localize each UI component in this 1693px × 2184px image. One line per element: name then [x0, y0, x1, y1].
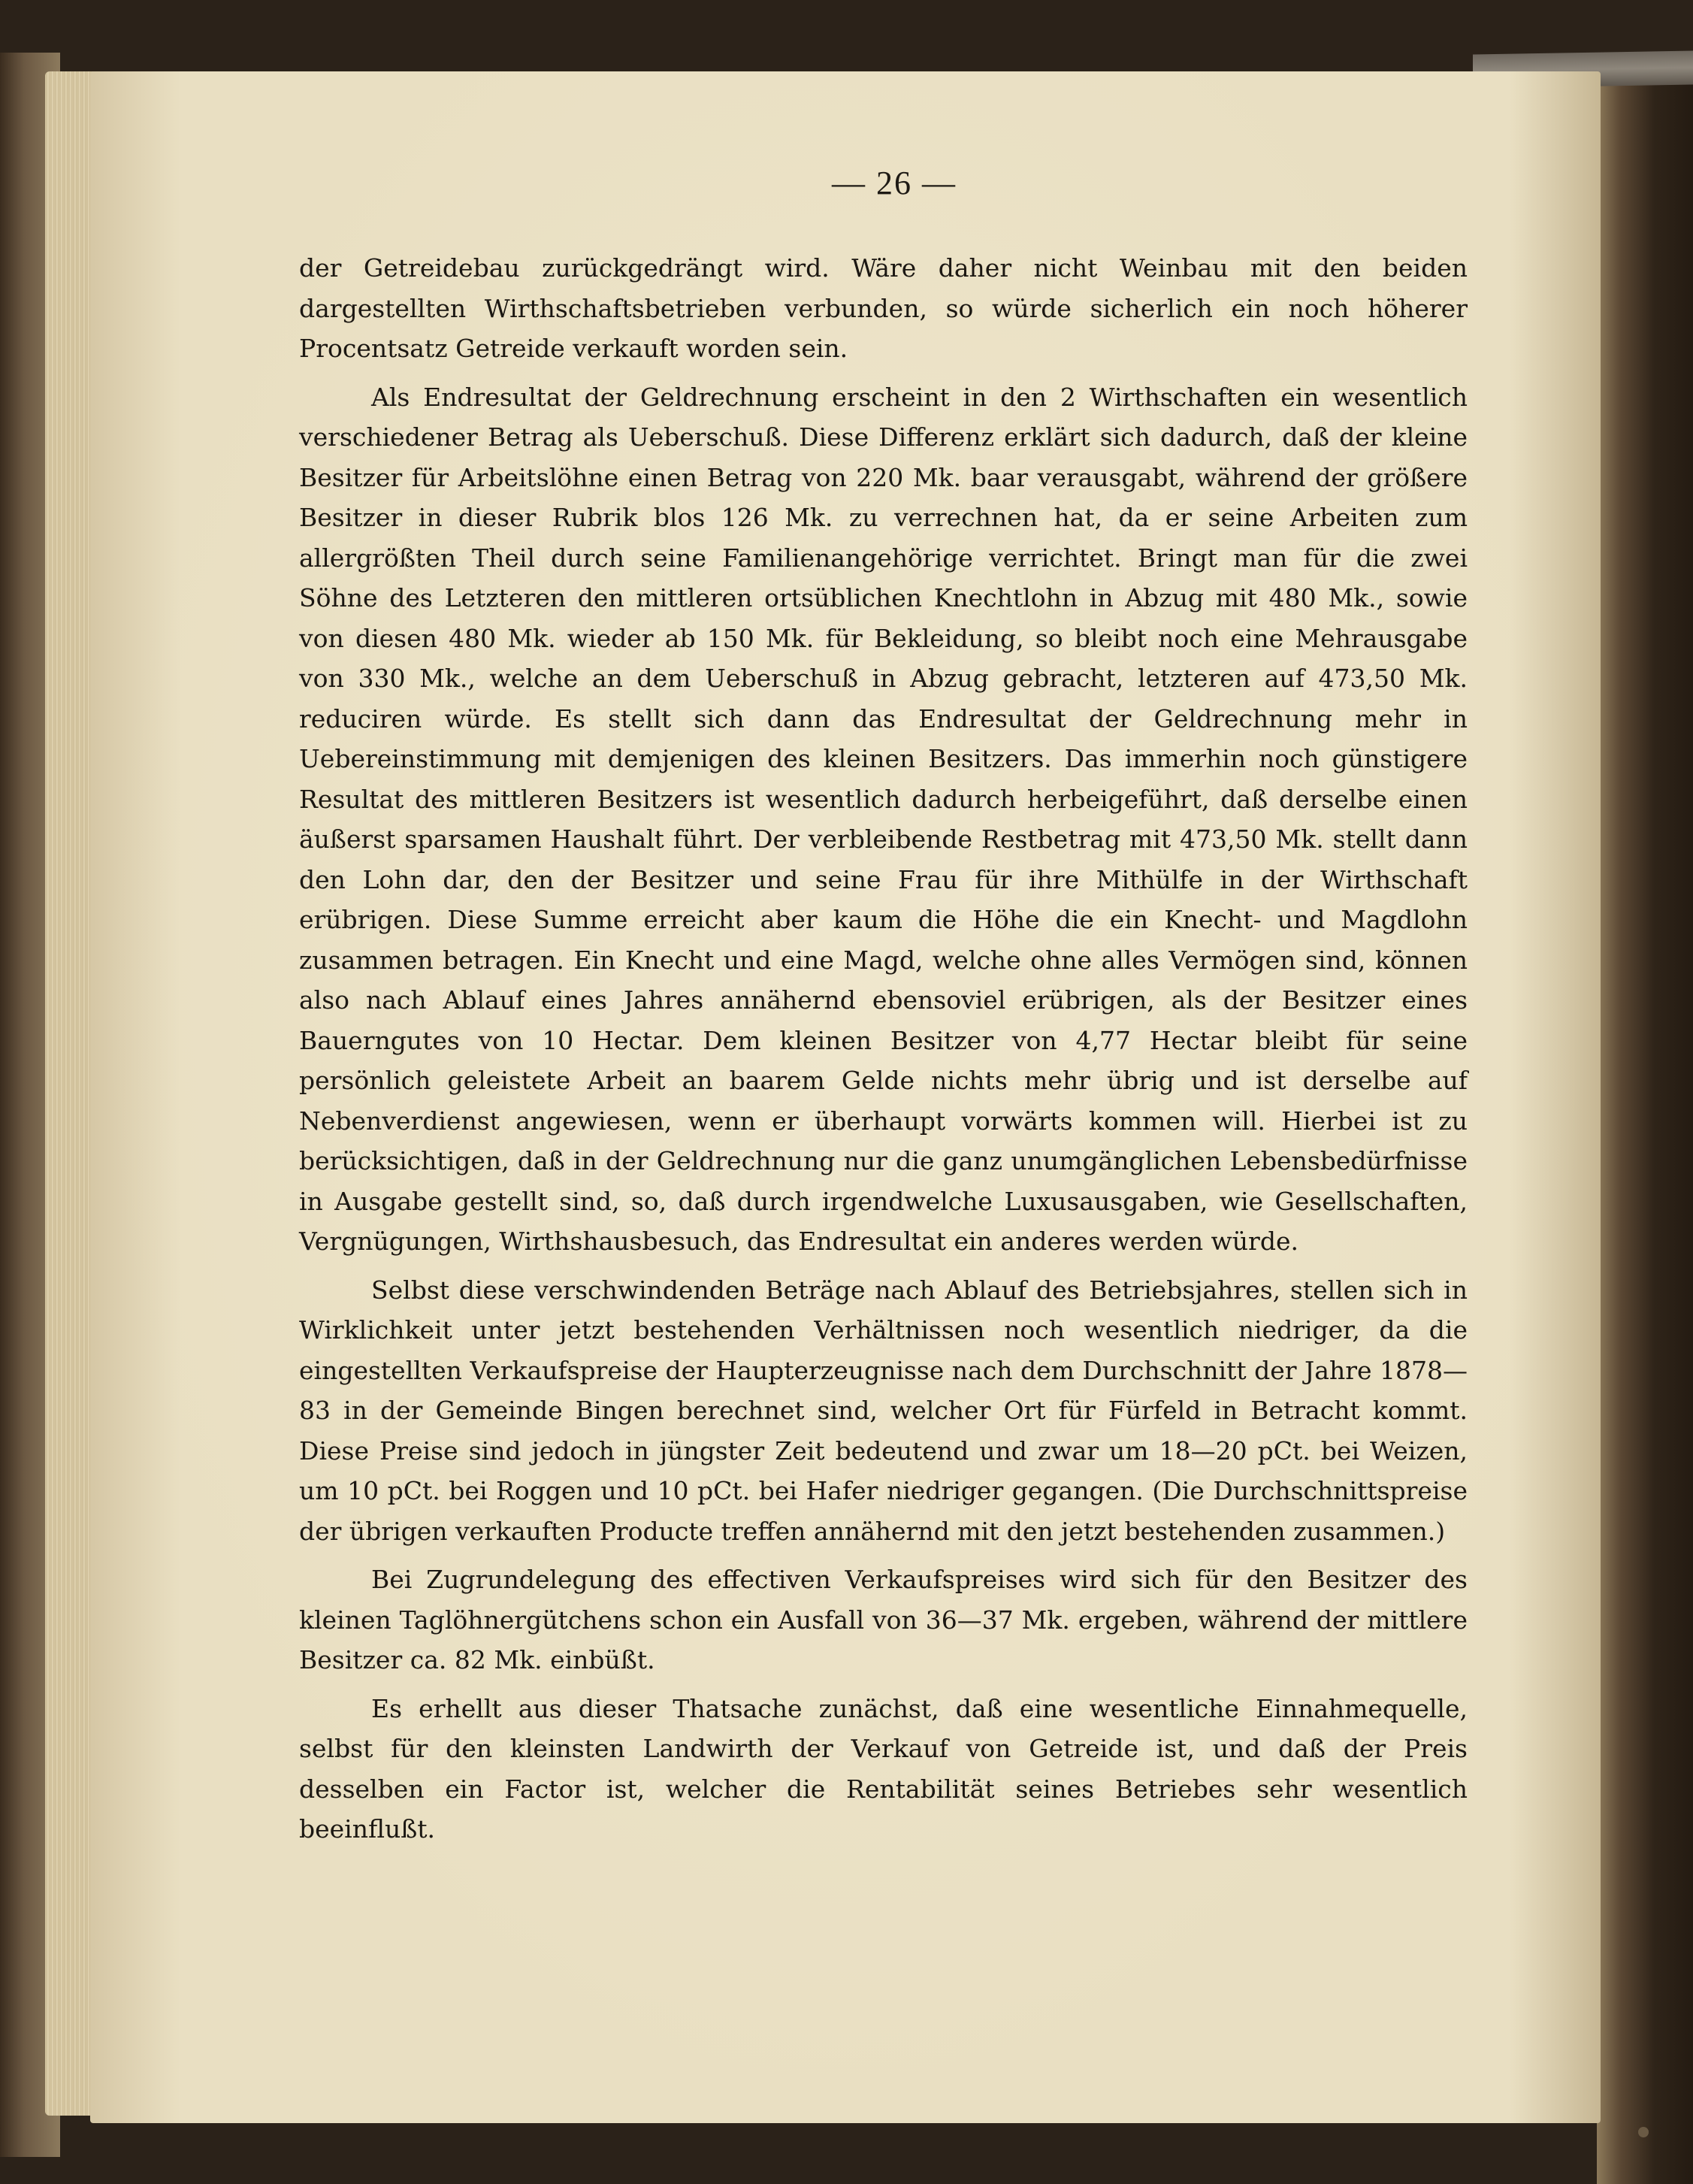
paragraph: Selbst diese verschwindenden Beträge nach Ablauf des Betriebsjahres, stellen sich in Wirklichkeit unter jetzt bestehenden Verhältnissen noch wesentlich niedriger, da die eingestellten Verkaufspreise der Haupterzeugnisse nach dem Durchschnitt der Jahre 1878—83 in der Gemeinde Bingen berechnet sind, welcher Ort für Fürfeld in Betracht kommt. Diese Preise sind jedoch in jüngster Zeit bedeutend und zwar um 18—20 pCt. bei Weizen, um 10 pCt. bei Roggen und 10 pCt. bei Hafer niedriger gegangen. (Die Durchschnittspreise der übrigen verkauften Producte treffen annähernd mit den jetzt bestehenden zusammen.): [299, 1275, 1468, 1546]
paragraph: der Getreidebau zurückgedrängt wird. Wäre daher nicht Weinbau mit den beiden dargestellten Wirthschaftsbetrieben verbunden, so würde sicherlich ein noch höherer Procentsatz Getreide verkauft worden sein.: [299, 253, 1468, 363]
page-number: — 26 —: [832, 165, 957, 201]
page-corner-mark: [1638, 2127, 1649, 2137]
book-binding-right: [1597, 60, 1693, 2184]
body-text: [299, 248, 1468, 1850]
paragraph: Als Endresultat der Geldrechnung erscheint in den 2 Wirthschaften ein wesentlich verschiedener Betrag als Ueberschuß. Diese Differenz erklärt sich dadurch, daß der kleine Besitzer für Arbeitslöhne einen Betrag von 220 Mk. baar verausgabt, während der größere Besitzer in dieser Rubrik blos 126 Mk. zu verrechnen hat, da er seine Arbeiten zum allergrößten Theil durch seine Familienangehörige verrichtet. Bringt man für die zwei Söhne des Letzteren den mittleren ortsüblichen Knechtlohn in Abzug mit 480 Mk., sowie von diesen 480 Mk. wieder ab 150 Mk. für Bekleidung, so bleibt noch eine Mehrausgabe von 330 Mk., welche an dem Ueberschuß in Abzug gebracht, letzteren auf 473,50 Mk. reduciren würde. Es stellt sich dann das Endresultat der Geldrechnung mehr in Uebereinstimmung mit demjenigen des kleinen Besitzers. Das immerhin noch günstigere Resultat des mittleren Besitzers ist wesentlich dadurch herbeigeführt, daß derselbe einen äußerst sparsamen Haushalt führt. Der verbleibende Restbetrag mit 473,50 Mk. stellt dann den Lohn dar, den der Besitzer und seine Frau für ihre Mithülfe in der Wirthschaft erübrigen. Diese Summe erreicht aber kaum die Höhe die ein Knecht- und Magdlohn zusammen betragen. Ein Knecht und eine Magd, welche ohne alles Vermögen sind, können also nach Ablauf eines Jahres annähernd ebensoviel erübrigen, als der Besitzer eines Bauerngutes von 10 Hectar. Dem kleinen Besitzer von 4,77 Hectar bleibt für seine persönlich geleistete Arbeit an baarem Gelde nichts mehr übrig und ist derselbe auf Nebenverdienst angewiesen, wenn er überhaupt vorwärts kommen will. Hierbei ist zu berücksichtigen, daß in der Geldrechnung nur die ganz unumgänglichen Lebensbedürfnisse in Ausgabe gestellt sind, so, daß durch irgendwelche Luxusausgaben, wie Gesellschaften, Vergnügungen, Wirthshausbesuch, das Endresultat ein anderes werden würde.: [299, 382, 1468, 1256]
paragraph: Es erhellt aus dieser Thatsache zunächst, daß eine wesentliche Einnahmequelle, selbst für den kleinsten Landwirth der Verkauf von Getreide ist, und daß der Preis desselben ein Factor ist, welcher die Rentabilität seines Betriebes sehr wesentlich beeinflußt.: [299, 1693, 1468, 1844]
paragraph: Bei Zugrundelegung des effectiven Verkaufspreises wird sich für den Besitzer des kleinen Taglöhnergütchens schon ein Ausfall von 36—37 Mk. ergeben, während der mittlere Besitzer ca. 82 Mk. einbüßt.: [299, 1565, 1468, 1674]
